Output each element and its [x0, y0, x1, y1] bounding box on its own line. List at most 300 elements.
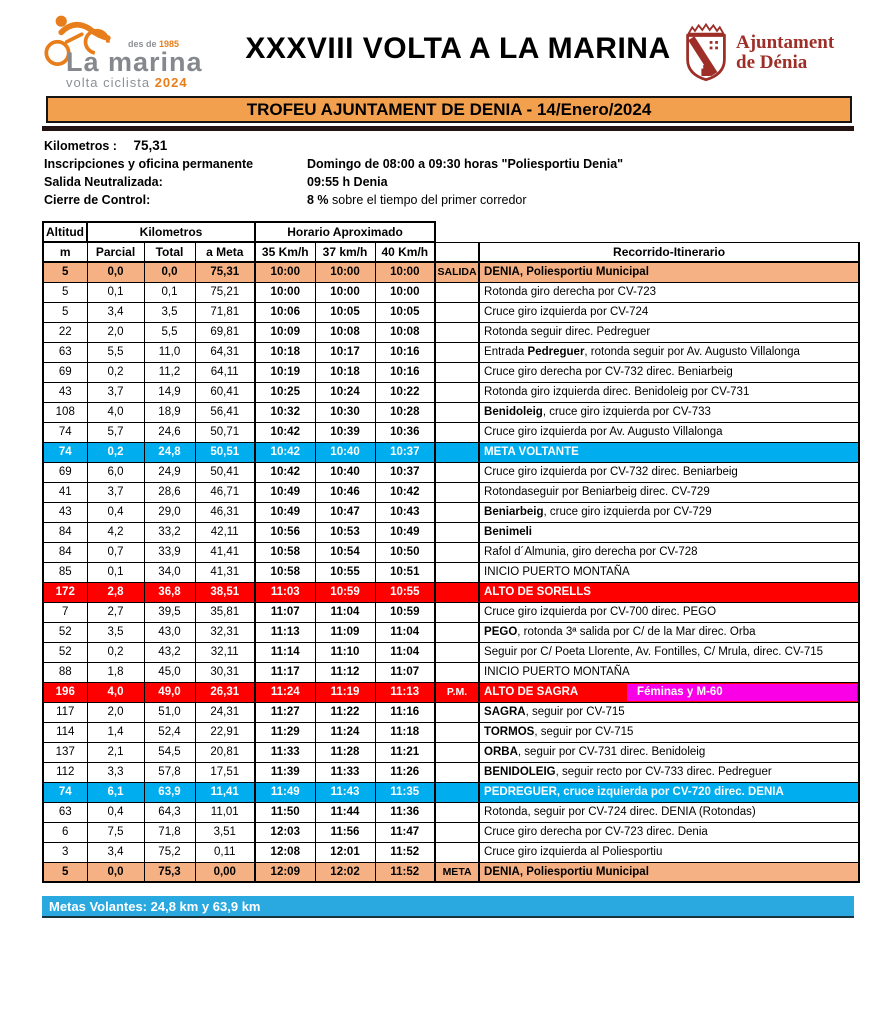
- logo-since: des de 1985: [128, 39, 180, 49]
- cell-time-35kmh: 11:39: [255, 762, 315, 782]
- cell-km-parcial: 3,4: [87, 842, 144, 862]
- table-row: [43, 282, 859, 302]
- table-row: [43, 442, 859, 462]
- cell-checkpoint-label: META: [435, 862, 479, 882]
- cell-altitude: 5: [43, 262, 87, 282]
- cell-route: Cruce giro derecha por CV-723 direc. Denia: [479, 822, 859, 842]
- cell-route: Benimeli: [479, 522, 859, 542]
- cell-time-40kmh: 11:35: [375, 782, 435, 802]
- cell-altitude: 84: [43, 522, 87, 542]
- cell-altitude: 22: [43, 322, 87, 342]
- cell-km-total: 24,8: [144, 442, 195, 462]
- cell-km-total: 11,2: [144, 362, 195, 382]
- cell-km-parcial: 6,0: [87, 462, 144, 482]
- cell-km-total: 71,8: [144, 822, 195, 842]
- cell-km-total: 18,9: [144, 402, 195, 422]
- column-header-40-km-h: 40 Km/h: [375, 242, 435, 262]
- cell-route: ORBA, seguir por CV-731 direc. Benidoleig: [479, 742, 859, 762]
- cell-time-35kmh: 10:06: [255, 302, 315, 322]
- cell-km-a-meta: 26,31: [195, 682, 255, 702]
- cell-route: Cruce giro izquierda al Poliesportiu: [479, 842, 859, 862]
- cell-altitude: 6: [43, 822, 87, 842]
- cell-checkpoint-label: [435, 842, 479, 862]
- cell-altitude: 74: [43, 422, 87, 442]
- cell-time-37kmh: 10:24: [315, 382, 375, 402]
- cell-km-a-meta: 42,11: [195, 522, 255, 542]
- cell-checkpoint-label: [435, 522, 479, 542]
- cell-altitude: 74: [43, 442, 87, 462]
- cell-km-parcial: 0,2: [87, 642, 144, 662]
- cell-time-40kmh: 11:47: [375, 822, 435, 842]
- cell-km-parcial: 5,7: [87, 422, 144, 442]
- cell-km-a-meta: 64,11: [195, 362, 255, 382]
- column-header-37-km-h: 37 km/h: [315, 242, 375, 262]
- cell-km-parcial: 3,7: [87, 382, 144, 402]
- cell-km-total: 45,0: [144, 662, 195, 682]
- cell-km-total: 36,8: [144, 582, 195, 602]
- cell-km-parcial: 4,2: [87, 522, 144, 542]
- cell-km-a-meta: 46,71: [195, 482, 255, 502]
- cell-time-37kmh: 10:55: [315, 562, 375, 582]
- cell-altitude: 5: [43, 862, 87, 882]
- cell-time-35kmh: 10:00: [255, 262, 315, 282]
- table-group-header-row: [43, 222, 859, 242]
- page-title: XXXVIII VOLTA A LA MARINA: [245, 32, 671, 65]
- cell-time-40kmh: 11:16: [375, 702, 435, 722]
- cell-checkpoint-label: [435, 582, 479, 602]
- itinerary-rows: [43, 262, 859, 882]
- itinerary-table: [42, 221, 860, 883]
- cell-km-a-meta: 41,31: [195, 562, 255, 582]
- cell-km-a-meta: 11,01: [195, 802, 255, 822]
- cell-checkpoint-label: [435, 302, 479, 322]
- cell-time-37kmh: 11:56: [315, 822, 375, 842]
- cell-time-40kmh: 11:04: [375, 622, 435, 642]
- cell-route: Cruce giro izquierda por CV-732 direc. Beniarbeig: [479, 462, 859, 482]
- cell-time-37kmh: 11:09: [315, 622, 375, 642]
- table-row: [43, 562, 859, 582]
- cell-time-35kmh: 12:09: [255, 862, 315, 882]
- cell-km-parcial: 5,5: [87, 342, 144, 362]
- cell-time-37kmh: 11:22: [315, 702, 375, 722]
- cell-time-40kmh: 10:49: [375, 522, 435, 542]
- cell-checkpoint-label: [435, 782, 479, 802]
- cell-km-total: 5,5: [144, 322, 195, 342]
- logo-subtitle: volta ciclista 2024: [66, 75, 188, 90]
- table-row: [43, 522, 859, 542]
- cell-time-35kmh: 10:42: [255, 462, 315, 482]
- cell-time-40kmh: 10:43: [375, 502, 435, 522]
- column-header-parcial: Parcial: [87, 242, 144, 262]
- cell-checkpoint-label: [435, 462, 479, 482]
- cell-route: ALTO DE SORELLS: [479, 582, 859, 602]
- table-row: [43, 462, 859, 482]
- cell-checkpoint-label: [435, 802, 479, 822]
- cell-time-37kmh: 10:17: [315, 342, 375, 362]
- cell-time-35kmh: 11:24: [255, 682, 315, 702]
- cell-time-35kmh: 11:50: [255, 802, 315, 822]
- cell-time-40kmh: 10:51: [375, 562, 435, 582]
- total-kilometers: Kilometros : 75,31: [44, 138, 168, 153]
- cell-km-a-meta: 32,31: [195, 622, 255, 642]
- cell-time-37kmh: 11:43: [315, 782, 375, 802]
- cell-checkpoint-label: [435, 602, 479, 622]
- cell-km-parcial: 3,7: [87, 482, 144, 502]
- cell-time-37kmh: 11:24: [315, 722, 375, 742]
- cell-route: DENIA, Poliesportiu Municipal: [479, 862, 859, 882]
- cell-route: Cruce giro izquierda por CV-724: [479, 302, 859, 322]
- header-horario: Horario Aproximado: [255, 222, 435, 242]
- table-row: [43, 342, 859, 362]
- table-row: [43, 322, 859, 342]
- cell-km-a-meta: 38,51: [195, 582, 255, 602]
- cell-time-35kmh: 10:25: [255, 382, 315, 402]
- cell-km-a-meta: 64,31: [195, 342, 255, 362]
- cell-route: Beniarbeig, cruce giro izquierda por CV-729: [479, 502, 859, 522]
- table-row: [43, 382, 859, 402]
- cell-checkpoint-label: [435, 742, 479, 762]
- cell-time-37kmh: 10:00: [315, 262, 375, 282]
- cell-km-parcial: 2,0: [87, 702, 144, 722]
- cell-km-a-meta: 3,51: [195, 822, 255, 842]
- cell-time-37kmh: 11:10: [315, 642, 375, 662]
- table-row: [43, 422, 859, 442]
- info-label: Cierre de Control:: [44, 193, 151, 207]
- cell-time-40kmh: 10:50: [375, 542, 435, 562]
- cell-km-a-meta: 17,51: [195, 762, 255, 782]
- cell-km-a-meta: 24,31: [195, 702, 255, 722]
- cell-km-a-meta: 75,21: [195, 282, 255, 302]
- cell-altitude: 74: [43, 782, 87, 802]
- cell-time-40kmh: 10:00: [375, 282, 435, 302]
- cell-route: Entrada Pedreguer, rotonda seguir por Av. Augusto Villalonga: [479, 342, 859, 362]
- cell-checkpoint-label: [435, 382, 479, 402]
- cell-altitude: 85: [43, 562, 87, 582]
- cell-altitude: 108: [43, 402, 87, 422]
- column-header-empty: [435, 242, 479, 262]
- table-row: [43, 502, 859, 522]
- cell-km-total: 39,5: [144, 602, 195, 622]
- table-row: [43, 802, 859, 822]
- table-row: [43, 402, 859, 422]
- cell-time-40kmh: 10:55: [375, 582, 435, 602]
- cell-time-40kmh: 11:36: [375, 802, 435, 822]
- cell-time-37kmh: 12:02: [315, 862, 375, 882]
- table-row: [43, 842, 859, 862]
- cell-km-total: 14,9: [144, 382, 195, 402]
- cell-altitude: 117: [43, 702, 87, 722]
- cell-km-parcial: 3,5: [87, 622, 144, 642]
- column-header-m: m: [43, 242, 87, 262]
- cell-time-35kmh: 12:08: [255, 842, 315, 862]
- cell-altitude: 137: [43, 742, 87, 762]
- cell-km-a-meta: 56,41: [195, 402, 255, 422]
- cell-km-parcial: 2,0: [87, 322, 144, 342]
- table-row: [43, 642, 859, 662]
- cell-km-total: 33,2: [144, 522, 195, 542]
- cell-route: Seguir por C/ Poeta Llorente, Av. Fontilles, C/ Mrula, direc. CV-715: [479, 642, 859, 662]
- cell-time-40kmh: 10:37: [375, 442, 435, 462]
- cell-km-a-meta: 0,00: [195, 862, 255, 882]
- cell-km-a-meta: 20,81: [195, 742, 255, 762]
- cell-km-parcial: 0,1: [87, 282, 144, 302]
- cell-time-40kmh: 11:07: [375, 662, 435, 682]
- cell-route: Cruce giro derecha por CV-732 direc. Beniarbeig: [479, 362, 859, 382]
- denia-logo: [683, 22, 861, 84]
- cell-checkpoint-label: [435, 502, 479, 522]
- la-marina-logo: [38, 10, 233, 96]
- cell-km-parcial: 0,1: [87, 562, 144, 582]
- cell-route: Cruce giro izquierda por Av. Augusto Villalonga: [479, 422, 859, 442]
- cell-time-35kmh: 11:27: [255, 702, 315, 722]
- cell-checkpoint-label: [435, 322, 479, 342]
- cell-checkpoint-label: [435, 722, 479, 742]
- cell-km-parcial: 0,4: [87, 802, 144, 822]
- cell-km-total: 64,3: [144, 802, 195, 822]
- cell-route: TORMOS, seguir por CV-715: [479, 722, 859, 742]
- cell-km-a-meta: 50,41: [195, 462, 255, 482]
- cell-km-total: 0,0: [144, 262, 195, 282]
- cell-altitude: 196: [43, 682, 87, 702]
- cell-km-total: 34,0: [144, 562, 195, 582]
- cell-time-37kmh: 10:18: [315, 362, 375, 382]
- cell-time-37kmh: 10:47: [315, 502, 375, 522]
- table-row: [43, 622, 859, 642]
- cell-time-40kmh: 11:13: [375, 682, 435, 702]
- cell-time-37kmh: 10:54: [315, 542, 375, 562]
- cell-km-total: 3,5: [144, 302, 195, 322]
- info-line: [44, 157, 873, 175]
- cell-time-40kmh: 10:42: [375, 482, 435, 502]
- cell-route: Rotonda giro derecha por CV-723: [479, 282, 859, 302]
- cell-time-35kmh: 11:03: [255, 582, 315, 602]
- cell-time-37kmh: 10:39: [315, 422, 375, 442]
- table-row: [43, 742, 859, 762]
- cell-km-parcial: 3,3: [87, 762, 144, 782]
- info-value: Domingo de 08:00 a 09:30 horas "Poliesportiu Denia": [307, 157, 624, 171]
- cell-altitude: 52: [43, 622, 87, 642]
- cell-time-40kmh: 10:22: [375, 382, 435, 402]
- cell-time-40kmh: 10:36: [375, 422, 435, 442]
- cell-time-40kmh: 10:37: [375, 462, 435, 482]
- cell-km-a-meta: 69,81: [195, 322, 255, 342]
- cell-km-total: 43,0: [144, 622, 195, 642]
- table-row: [43, 782, 859, 802]
- cell-time-35kmh: 11:49: [255, 782, 315, 802]
- cell-route: INICIO PUERTO MONTAÑA: [479, 562, 859, 582]
- cell-km-parcial: 2,8: [87, 582, 144, 602]
- cell-route: PEDREGUER, cruce izquierda por CV-720 direc. DENIA: [479, 782, 859, 802]
- info-block: [44, 138, 873, 211]
- table-row: [43, 582, 859, 602]
- cell-time-37kmh: 10:40: [315, 442, 375, 462]
- table-row: [43, 362, 859, 382]
- cell-km-a-meta: 71,81: [195, 302, 255, 322]
- cell-time-37kmh: 10:59: [315, 582, 375, 602]
- cell-km-total: 29,0: [144, 502, 195, 522]
- page-header: [0, 8, 873, 96]
- cell-route: Rotondaseguir por Beniarbeig direc. CV-729: [479, 482, 859, 502]
- cell-km-a-meta: 50,51: [195, 442, 255, 462]
- cell-altitude: 5: [43, 302, 87, 322]
- cell-time-37kmh: 11:44: [315, 802, 375, 822]
- cell-time-37kmh: 10:46: [315, 482, 375, 502]
- cell-km-total: 51,0: [144, 702, 195, 722]
- header-altitud: Altitud: [43, 222, 87, 242]
- cell-km-parcial: 0,4: [87, 502, 144, 522]
- cell-time-35kmh: 11:17: [255, 662, 315, 682]
- cell-altitude: 84: [43, 542, 87, 562]
- category-tag: Féminas y M-60: [627, 684, 857, 701]
- cell-altitude: 63: [43, 342, 87, 362]
- cell-km-parcial: 0,2: [87, 362, 144, 382]
- header-spacer: [435, 222, 859, 242]
- table-subheader-row: [43, 242, 859, 262]
- table-row: [43, 862, 859, 882]
- cell-km-parcial: 4,0: [87, 682, 144, 702]
- cell-time-35kmh: 10:18: [255, 342, 315, 362]
- cell-time-35kmh: 10:58: [255, 562, 315, 582]
- cell-time-40kmh: 10:59: [375, 602, 435, 622]
- cell-route: Rotonda seguir direc. Pedreguer: [479, 322, 859, 342]
- cell-altitude: 43: [43, 502, 87, 522]
- cell-km-parcial: 3,4: [87, 302, 144, 322]
- cell-km-total: 75,2: [144, 842, 195, 862]
- divider-rule: [42, 126, 854, 131]
- cell-time-35kmh: 10:09: [255, 322, 315, 342]
- trophy-banner: TROFEU AJUNTAMENT DE DENIA - 14/Enero/2024: [46, 96, 852, 123]
- cell-time-35kmh: 11:29: [255, 722, 315, 742]
- cell-time-40kmh: 10:16: [375, 342, 435, 362]
- cell-time-37kmh: 10:05: [315, 302, 375, 322]
- cell-time-35kmh: 11:14: [255, 642, 315, 662]
- cell-km-parcial: 6,1: [87, 782, 144, 802]
- cell-altitude: 88: [43, 662, 87, 682]
- info-label: Inscripciones y oficina permanente: [44, 157, 254, 171]
- header-kilometros: Kilometros: [87, 222, 255, 242]
- cell-checkpoint-label: [435, 662, 479, 682]
- cell-km-parcial: 0,2: [87, 442, 144, 462]
- cell-km-a-meta: 46,31: [195, 502, 255, 522]
- cell-time-35kmh: 11:13: [255, 622, 315, 642]
- denia-logo-text: Ajuntament de Dénia: [736, 32, 835, 73]
- cell-km-a-meta: 0,11: [195, 842, 255, 862]
- cell-route: META VOLTANTE: [479, 442, 859, 462]
- cell-km-total: 57,8: [144, 762, 195, 782]
- cell-km-parcial: 0,0: [87, 862, 144, 882]
- info-lines: [44, 157, 873, 211]
- table-row: [43, 682, 859, 702]
- cell-km-total: 24,9: [144, 462, 195, 482]
- info-line: [44, 193, 873, 211]
- table-row: [43, 702, 859, 722]
- cell-time-35kmh: 10:42: [255, 442, 315, 462]
- cell-checkpoint-label: [435, 362, 479, 382]
- table-row: [43, 822, 859, 842]
- cell-time-35kmh: 11:33: [255, 742, 315, 762]
- cell-route: Benidoleig, cruce giro izquierda por CV-733: [479, 402, 859, 422]
- cell-km-a-meta: 75,31: [195, 262, 255, 282]
- info-label: Salida Neutralizada:: [44, 175, 163, 189]
- cell-time-40kmh: 11:52: [375, 862, 435, 882]
- cell-checkpoint-label: [435, 402, 479, 422]
- cell-checkpoint-label: [435, 482, 479, 502]
- cell-route: DENIA, Poliesportiu Municipal: [479, 262, 859, 282]
- cell-checkpoint-label: [435, 342, 479, 362]
- cell-checkpoint-label: [435, 442, 479, 462]
- table-row: [43, 302, 859, 322]
- cell-km-parcial: 1,8: [87, 662, 144, 682]
- cell-time-37kmh: 11:19: [315, 682, 375, 702]
- cell-km-total: 0,1: [144, 282, 195, 302]
- column-header-total: Total: [144, 242, 195, 262]
- cell-checkpoint-label: P.M.: [435, 682, 479, 702]
- cell-time-40kmh: 10:00: [375, 262, 435, 282]
- info-value: 09:55 h Denia: [307, 175, 388, 189]
- cell-km-total: 43,2: [144, 642, 195, 662]
- cell-route: BENIDOLEIG, seguir recto por CV-733 direc. Pedreguer: [479, 762, 859, 782]
- cell-time-40kmh: 11:26: [375, 762, 435, 782]
- cell-altitude: 172: [43, 582, 87, 602]
- cell-altitude: 52: [43, 642, 87, 662]
- cell-route: INICIO PUERTO MONTAÑA: [479, 662, 859, 682]
- cell-route: Rotonda giro izquierda direc. Benidoleig por CV-731: [479, 382, 859, 402]
- cell-km-parcial: 0,0: [87, 262, 144, 282]
- cell-checkpoint-label: [435, 622, 479, 642]
- cell-time-40kmh: 10:05: [375, 302, 435, 322]
- column-header-a-meta: a Meta: [195, 242, 255, 262]
- cell-time-37kmh: 11:04: [315, 602, 375, 622]
- cell-checkpoint-label: [435, 422, 479, 442]
- cell-km-parcial: 7,5: [87, 822, 144, 842]
- cell-route: Cruce giro izquierda por CV-700 direc. PEGO: [479, 602, 859, 622]
- cell-time-40kmh: 10:16: [375, 362, 435, 382]
- column-header-35-km-h: 35 Km/h: [255, 242, 315, 262]
- cell-checkpoint-label: [435, 822, 479, 842]
- cell-time-40kmh: 11:18: [375, 722, 435, 742]
- cell-km-parcial: 4,0: [87, 402, 144, 422]
- cell-checkpoint-label: [435, 762, 479, 782]
- cell-altitude: 43: [43, 382, 87, 402]
- cell-checkpoint-label: [435, 702, 479, 722]
- cell-km-total: 28,6: [144, 482, 195, 502]
- cell-time-35kmh: 10:49: [255, 502, 315, 522]
- cell-km-a-meta: 22,91: [195, 722, 255, 742]
- cell-altitude: 112: [43, 762, 87, 782]
- cell-km-a-meta: 41,41: [195, 542, 255, 562]
- cell-route: PEGO, rotonda 3ª salida por C/ de la Mar direc. Orba: [479, 622, 859, 642]
- cell-checkpoint-label: [435, 642, 479, 662]
- cell-time-40kmh: 10:28: [375, 402, 435, 422]
- cell-altitude: 3: [43, 842, 87, 862]
- cell-time-37kmh: 10:08: [315, 322, 375, 342]
- cell-km-total: 49,0: [144, 682, 195, 702]
- cell-km-a-meta: 30,31: [195, 662, 255, 682]
- cell-time-35kmh: 10:56: [255, 522, 315, 542]
- table-row: [43, 262, 859, 282]
- cell-km-a-meta: 11,41: [195, 782, 255, 802]
- cell-time-37kmh: 10:30: [315, 402, 375, 422]
- metas-volantes-bar: Metas Volantes: 24,8 km y 63,9 km: [42, 896, 854, 918]
- cell-time-37kmh: 12:01: [315, 842, 375, 862]
- table-row: [43, 722, 859, 742]
- cell-altitude: 63: [43, 802, 87, 822]
- cell-km-parcial: 0,7: [87, 542, 144, 562]
- cell-km-total: 24,6: [144, 422, 195, 442]
- cell-km-parcial: 2,7: [87, 602, 144, 622]
- cell-route: SAGRA, seguir por CV-715: [479, 702, 859, 722]
- column-header-recorrido-itinerario: Recorrido-Itinerario: [479, 242, 859, 262]
